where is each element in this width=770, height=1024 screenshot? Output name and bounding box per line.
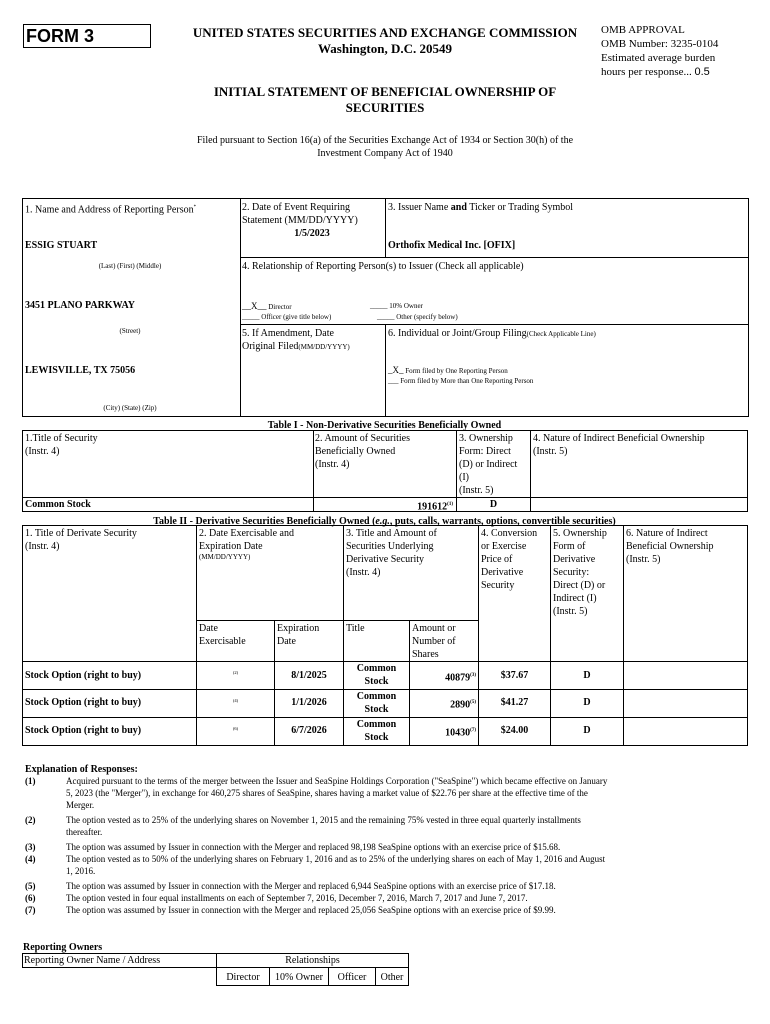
box2-label-line2: Statement (MM/DD/YYYY) bbox=[242, 215, 358, 226]
owner-mark: _____ bbox=[370, 302, 388, 310]
t2-col5-line5: Direct (D) or bbox=[553, 580, 606, 591]
table2-title-b: , puts, calls, warrants, options, convertible securities) bbox=[389, 516, 616, 527]
box3-label-and: and bbox=[450, 202, 467, 213]
t2-row-title: Stock Option (right to buy) bbox=[25, 697, 142, 708]
officer-check: _____ Officer (give title below) bbox=[242, 313, 332, 321]
more-persons-check: ___ Form filed by More than One Reporting Person bbox=[388, 377, 534, 385]
t2-row-price: $24.00 bbox=[500, 725, 529, 736]
divider bbox=[216, 985, 409, 986]
owners-col-name: Reporting Owner Name / Address bbox=[24, 955, 161, 966]
note-1-line1: Acquired pursuant to the terms of the merger between the Issuer and SeaSpine Holdings Corporation ("SeaSpine") which became effective on January bbox=[66, 776, 608, 786]
t2-col2-line2: Expiration Date bbox=[199, 541, 263, 552]
t2-col1-line1: 1. Title of Derivate Security bbox=[25, 528, 137, 539]
t2-row-exercisable: (2) bbox=[232, 670, 239, 675]
divider bbox=[313, 430, 314, 512]
table1-title: Table I - Non-Derivative Securities Beneficially Owned bbox=[267, 420, 502, 431]
t2-row-underlying bbox=[344, 718, 409, 744]
t2-sub-amt-line3: Shares bbox=[412, 649, 439, 660]
filed-pursuant-line2: Investment Company Act of 1940 bbox=[317, 148, 453, 159]
t1-col2-line1: 2. Amount of Securities bbox=[315, 433, 410, 444]
t2-col5-line7: (Instr. 5) bbox=[553, 606, 588, 617]
t2-row-title: Stock Option (right to buy) bbox=[25, 670, 142, 681]
t2-under-line1: Common bbox=[356, 719, 397, 730]
t1-row-title: Common Stock bbox=[25, 499, 91, 510]
t2-sub-date-line1: Date bbox=[199, 623, 218, 634]
note-3-line1: The option was assumed by Issuer in connection with the Merger and replaced 98,198 SeaSpine options with an exercise price of $15.68. bbox=[66, 842, 561, 852]
box5-label-line2 bbox=[242, 340, 350, 354]
reporting-person-street: 3451 PLANO PARKWAY bbox=[25, 300, 136, 311]
divider bbox=[240, 324, 748, 325]
t1-col2-line2: Beneficially Owned bbox=[315, 446, 396, 457]
form-label-box bbox=[23, 24, 151, 48]
box3-label bbox=[388, 201, 573, 214]
t2-under-line1: Common bbox=[356, 663, 397, 674]
omb-burden-text: hours per response... bbox=[601, 66, 692, 78]
t2-sub-exp-line2: Date bbox=[277, 636, 296, 647]
t2-sub-title: Title bbox=[346, 623, 365, 634]
t1-col3-line4: (I) bbox=[459, 472, 469, 483]
divider bbox=[22, 430, 23, 512]
t2-row-shares bbox=[410, 696, 476, 711]
t2-row-exercisable: (4) bbox=[232, 698, 239, 703]
box4-label: 4. Relationship of Reporting Person(s) to Issuer (Check all applicable) bbox=[242, 261, 524, 272]
owners-col-director: Director bbox=[226, 972, 260, 983]
t2-row-underlying bbox=[344, 690, 409, 716]
divider bbox=[240, 198, 241, 416]
owners-col-relationships: Relationships bbox=[285, 955, 340, 966]
t2-col4-line1: 4. Conversion bbox=[481, 528, 538, 539]
t2-col3-header bbox=[346, 527, 437, 579]
t1-col1-line2: (Instr. 4) bbox=[25, 446, 60, 457]
name-caption: (Last) (First) (Middle) bbox=[98, 262, 162, 270]
t2-col1-header bbox=[25, 527, 137, 553]
t2-under-line1: Common bbox=[356, 691, 397, 702]
t2-col3-line2: Securities Underlying bbox=[346, 541, 434, 552]
explanation-heading: Explanation of Responses: bbox=[25, 764, 138, 775]
t2-col2-line1: 2. Date Exercisable and bbox=[199, 528, 294, 539]
agency-name: UNITED STATES SECURITIES AND EXCHANGE COMMISSION bbox=[192, 25, 578, 40]
t1-col2-line3: (Instr. 4) bbox=[315, 459, 350, 470]
note-2-num: (2) bbox=[25, 815, 36, 825]
t2-col4-header bbox=[481, 527, 537, 592]
omb-burden-line1: Estimated average burden bbox=[601, 52, 716, 64]
t2-sub-date-line2: Exercisable bbox=[199, 636, 246, 647]
t1-amount-note: (1) bbox=[447, 502, 453, 507]
divider bbox=[22, 745, 748, 746]
t1-col3-header bbox=[459, 432, 517, 497]
one-person-label: Form filed by One Reporting Person bbox=[405, 367, 508, 375]
t1-col3-line2: Form: Direct bbox=[459, 446, 511, 457]
event-date: 1/5/2023 bbox=[294, 228, 330, 239]
t2-row-price: $37.67 bbox=[500, 670, 529, 681]
divider bbox=[196, 525, 197, 746]
box1-label bbox=[25, 201, 196, 216]
note-7 bbox=[25, 904, 750, 916]
t2-col5-line6: Indirect (I) bbox=[553, 593, 597, 604]
box5-label-text: Original Filed bbox=[242, 341, 299, 352]
reporting-person-name: ESSIG STUART bbox=[25, 240, 98, 251]
t1-col3-line3: (D) or Indirect bbox=[459, 459, 518, 470]
t2-col6-line3: (Instr. 5) bbox=[626, 554, 661, 565]
divider bbox=[385, 324, 386, 416]
divider bbox=[22, 525, 748, 526]
t2-col5-line4: Security: bbox=[553, 567, 590, 578]
form-title-line1: INITIAL STATEMENT OF BENEFICIAL OWNERSHIP OF bbox=[213, 84, 557, 99]
t2-row-shares bbox=[410, 724, 476, 739]
note-1 bbox=[25, 775, 750, 811]
note-4-line2: 1, 2016. bbox=[66, 866, 96, 876]
owner-label: 10% Owner bbox=[389, 302, 423, 310]
box5-label-line1: 5. If Amendment, Date bbox=[242, 328, 334, 339]
box6-label-note: (Check Applicable Line) bbox=[526, 330, 596, 338]
t2-shares-value: 10430 bbox=[445, 727, 471, 739]
owners-col-ten-percent: 10% Owner bbox=[274, 972, 324, 983]
divider bbox=[240, 257, 748, 258]
t2-under-line2: Stock bbox=[364, 732, 389, 743]
t1-col2-header bbox=[315, 432, 410, 471]
omb-number: OMB Number: 3235-0104 bbox=[601, 38, 719, 50]
t2-col5-header bbox=[553, 527, 607, 618]
t2-shares-note: (3) bbox=[470, 673, 476, 678]
t1-amount-value: 191612 bbox=[417, 501, 448, 513]
t2-col2-line3: (MM/DD/YYYY) bbox=[199, 553, 251, 561]
t2-col4-line5: Security bbox=[481, 580, 515, 591]
box5-label-fmt: (MM/DD/YYYY) bbox=[298, 343, 350, 351]
director-check bbox=[242, 302, 292, 312]
box6-label-text: 6. Individual or Joint/Group Filing bbox=[388, 328, 527, 339]
t2-col3-line1: 3. Title and Amount of bbox=[346, 528, 437, 539]
t2-row-exercisable: (6) bbox=[232, 726, 239, 731]
one-person-check bbox=[388, 366, 508, 376]
owners-col-officer: Officer bbox=[337, 972, 367, 983]
t1-row-form: D bbox=[489, 499, 498, 510]
omb-title: OMB APPROVAL bbox=[601, 24, 685, 36]
t2-col1-line2: (Instr. 4) bbox=[25, 541, 60, 552]
note-6-line1: The option vested in four equal installments on each of September 7, 2016, December 7, 2016, March 7, 2017 and June 7, 2017. bbox=[66, 893, 528, 903]
t1-col1-line1: 1.Title of Security bbox=[25, 433, 98, 444]
t1-col4-line2: (Instr. 5) bbox=[533, 446, 568, 457]
t2-row-expiration: 8/1/2025 bbox=[291, 670, 327, 681]
owners-col-other: Other bbox=[380, 972, 404, 983]
t2-under-line2: Stock bbox=[364, 676, 389, 687]
note-5 bbox=[25, 880, 750, 892]
explanation-notes bbox=[25, 775, 750, 916]
box3-label-b: Ticker or Trading Symbol bbox=[466, 202, 574, 213]
t2-col5-line2: Form of bbox=[553, 541, 586, 552]
t2-row-expiration: 6/7/2026 bbox=[291, 725, 327, 736]
street-caption: (Street) bbox=[119, 327, 141, 335]
director-label: Director bbox=[268, 303, 292, 311]
t2-row-form: D bbox=[583, 697, 591, 708]
one-person-mark: _X_ bbox=[388, 365, 404, 375]
note-1-line2: 5, 2023 (the "Merger"), in exchange for 460,275 shares of SeaSpine, shares having a market value of $22.76 per share at the effective time of the bbox=[66, 788, 588, 798]
box1-label-mark: * bbox=[193, 205, 197, 210]
t2-col5-line1: 5. Ownership bbox=[553, 528, 607, 539]
agency-location: Washington, D.C. 20549 bbox=[318, 41, 452, 56]
t2-shares-note: (7) bbox=[470, 728, 476, 733]
divider bbox=[22, 430, 748, 431]
note-1-line3: Merger. bbox=[66, 800, 95, 810]
t1-col4-header bbox=[533, 432, 705, 458]
reporting-person-city: LEWISVILLE, TX 75056 bbox=[25, 365, 136, 376]
note-5-num: (5) bbox=[25, 881, 36, 891]
t2-row-shares bbox=[410, 669, 476, 684]
owners-heading: Reporting Owners bbox=[23, 942, 103, 953]
divider bbox=[385, 198, 386, 257]
t2-col4-line3: Price of bbox=[481, 554, 513, 565]
divider bbox=[530, 430, 531, 512]
t2-shares-value: 2890 bbox=[450, 699, 471, 711]
note-4-line1: The option vested as to 50% of the underlying shares on February 1, 2016 and as to 25% of the underlying shares on each of May 1, 2016 and August bbox=[66, 854, 606, 864]
omb-approval bbox=[601, 23, 761, 79]
t2-sub-date-exercisable bbox=[199, 622, 246, 648]
t2-shares-value: 40879 bbox=[445, 672, 471, 684]
t2-sub-expiration bbox=[277, 622, 319, 648]
note-7-line1: The option was assumed by Issuer in connection with the Merger and replaced 25,056 SeaSpine options with an exercise price of $9.99. bbox=[66, 905, 556, 915]
box2-label-line1: 2. Date of Event Requiring bbox=[242, 202, 351, 213]
t2-col3-line3: Derivative Security bbox=[346, 554, 425, 565]
t2-sub-amt-line1: Amount or bbox=[412, 623, 456, 634]
divider bbox=[408, 953, 409, 986]
note-6-num: (6) bbox=[25, 893, 36, 903]
t2-sub-amt-line2: Number of bbox=[412, 636, 456, 647]
table2-title-eg: e.g. bbox=[375, 516, 390, 527]
director-mark: __X__ bbox=[242, 301, 267, 311]
box1-label-text: 1. Name and Address of Reporting Person bbox=[25, 204, 194, 216]
t2-row-expiration: 1/1/2026 bbox=[291, 697, 327, 708]
t2-col4-line4: Derivative bbox=[481, 567, 524, 578]
box3-label-a: 3. Issuer Name bbox=[388, 202, 451, 213]
note-7-num: (7) bbox=[25, 905, 36, 915]
t2-col3-line4: (Instr. 4) bbox=[346, 567, 381, 578]
divider bbox=[747, 430, 748, 512]
form-label: FORM 3 bbox=[26, 26, 95, 46]
divider bbox=[22, 953, 23, 968]
t1-col1-header bbox=[25, 432, 98, 458]
city-caption: (City) (State) (Zip) bbox=[103, 404, 157, 412]
t2-sub-exp-line1: Expiration bbox=[277, 623, 320, 634]
filed-pursuant-line1: Filed pursuant to Section 16(a) of the Securities Exchange Act of 1934 or Section 30(h) of the bbox=[196, 135, 574, 146]
t2-row-underlying bbox=[344, 662, 409, 688]
divider bbox=[22, 525, 23, 746]
note-2-line1: The option vested as to 25% of the underlying shares on November 1, 2015 and the remaining 75% vested in three equal quarterly installments bbox=[66, 815, 581, 825]
omb-hours: 0.5 bbox=[694, 66, 710, 78]
note-4 bbox=[25, 853, 750, 877]
t2-col5-line3: Derivative bbox=[553, 554, 596, 565]
divider bbox=[196, 620, 479, 621]
other-check: _____ Other (specify below) bbox=[377, 313, 458, 321]
t2-row-price: $41.27 bbox=[500, 697, 529, 708]
note-5-line1: The option was assumed by Issuer in connection with the Merger and replaced 6,944 SeaSpine options with an exercise price of $17.18. bbox=[66, 881, 556, 891]
omb-burden-line2 bbox=[601, 65, 761, 79]
note-1-num: (1) bbox=[25, 776, 36, 786]
note-2 bbox=[25, 814, 750, 838]
t2-col4-line2: or Exercise bbox=[481, 541, 527, 552]
divider bbox=[478, 525, 479, 746]
divider bbox=[747, 525, 748, 746]
issuer-name: Orthofix Medical Inc. [OFIX] bbox=[388, 240, 516, 251]
t2-row-title: Stock Option (right to buy) bbox=[25, 725, 142, 736]
t2-col2-header bbox=[199, 527, 294, 562]
note-2-line2: thereafter. bbox=[66, 827, 103, 837]
divider bbox=[623, 525, 624, 746]
t1-col4-line1: 4. Nature of Indirect Beneficial Ownership bbox=[533, 433, 705, 444]
t2-under-line2: Stock bbox=[364, 704, 389, 715]
t1-row-amount bbox=[315, 498, 453, 513]
note-6 bbox=[25, 892, 750, 904]
table2-title-a: Table II - Derivative Securities Beneficially Owned ( bbox=[153, 516, 376, 527]
owners-table bbox=[22, 953, 408, 985]
note-3 bbox=[25, 841, 750, 853]
t1-col3-line1: 3. Ownership bbox=[459, 433, 513, 444]
t2-col6-header bbox=[626, 527, 713, 566]
note-4-num: (4) bbox=[25, 854, 36, 864]
t2-row-form: D bbox=[583, 670, 591, 681]
t2-col6-line2: Beneficial Ownership bbox=[626, 541, 714, 552]
ten-percent-owner-check bbox=[370, 302, 423, 311]
t1-col3-line5: (Instr. 5) bbox=[459, 485, 494, 496]
t2-shares-note: (5) bbox=[470, 700, 476, 705]
note-3-num: (3) bbox=[25, 842, 36, 852]
divider bbox=[550, 525, 551, 746]
t2-col6-line1: 6. Nature of Indirect bbox=[626, 528, 708, 539]
t2-row-form: D bbox=[583, 725, 591, 736]
t2-sub-amount bbox=[412, 622, 456, 661]
box6-label bbox=[388, 327, 596, 341]
form-title-line2: SECURITIES bbox=[345, 100, 425, 115]
